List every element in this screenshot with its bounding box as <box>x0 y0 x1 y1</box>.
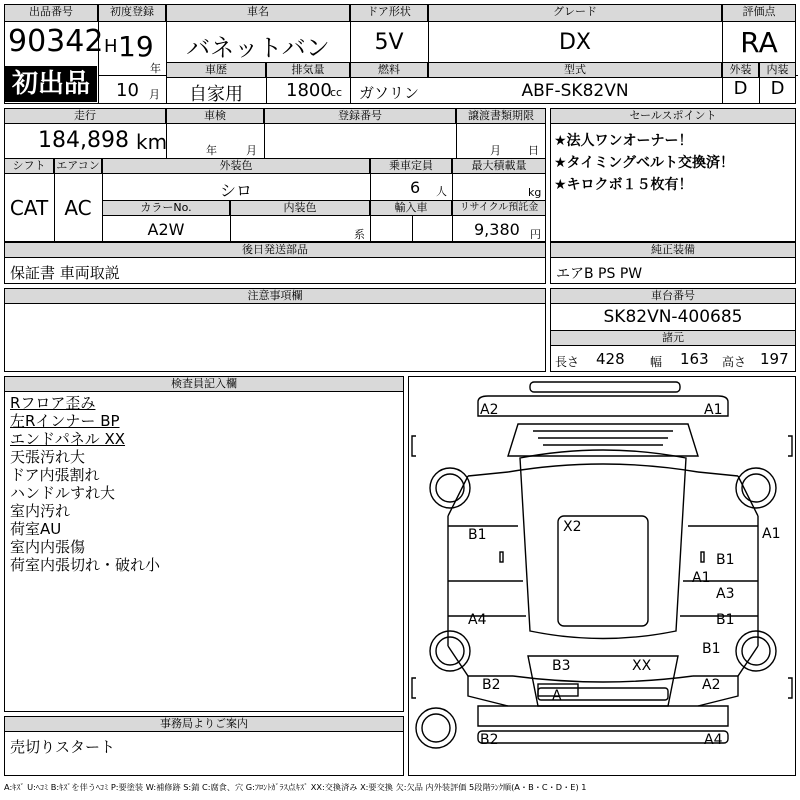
notes-label: 注意事項欄 <box>4 288 546 304</box>
score: RA <box>740 26 778 59</box>
width-label: 幅 <box>650 355 663 369</box>
max-load-label: 最大積載量 <box>452 158 546 174</box>
color-no: A2W <box>147 220 185 239</box>
ext-color-label: 外装色 <box>102 158 370 174</box>
inspector-label: 検査員記入欄 <box>4 376 404 392</box>
score-label: 評価点 <box>722 4 796 22</box>
height-label: 高さ <box>722 355 747 369</box>
inspection-month-unit: 月 <box>246 144 257 157</box>
grade: DX <box>558 30 591 55</box>
mark-b2-bottom: B2 <box>480 732 499 748</box>
door-type: 5V <box>374 30 404 55</box>
displacement: 1800 <box>286 80 332 101</box>
legend: A:ｷｽﾞ U:ﾍｺﾐ B:ｷｽﾞを伴うﾍｺﾐ P:要塗装 W:補修跡 S:錆 C:腐食、穴 G:ﾌﾛﾝﾄｶﾞﾗｽ点ｷｽﾞ XX:交換済み X:要交換 欠:欠品 内外装評価 5段階ﾗﾝｸ順(A・B・C・D・E) 1 <box>4 782 587 792</box>
later-parts-label: 後日発送部品 <box>4 242 546 258</box>
displacement-label: 排気量 <box>266 62 350 78</box>
sales-point-1: ★法人ワンオーナー！ <box>554 133 693 149</box>
inspector-line: ハンドルすれ大 <box>10 484 116 502</box>
mark-b1-right-low: B1 <box>716 612 735 628</box>
inspector-line: 天張汚れ大 <box>10 448 86 466</box>
inspector-lines <box>10 394 160 574</box>
mark-b1-left-front: B1 <box>468 527 487 543</box>
lot-number: 90342 <box>8 24 104 59</box>
grade-label: グレード <box>428 4 722 22</box>
max-load-unit: kg <box>528 186 542 199</box>
int-color-unit: 系 <box>354 228 365 241</box>
mileage-label: 走行 <box>4 108 166 124</box>
shift: CAT <box>9 196 49 220</box>
mark-b2-left: B2 <box>482 677 501 693</box>
width: 163 <box>680 350 709 368</box>
aircon-label: エアコン <box>54 158 102 174</box>
transfer-month-unit: 月 <box>490 144 501 157</box>
car-name: バネットバン <box>186 34 330 62</box>
ext-color: シロ <box>219 181 252 200</box>
exterior-label: 外装 <box>722 62 759 78</box>
interior-score: D <box>770 78 785 99</box>
dimensions-label: 諸元 <box>550 330 796 346</box>
inspection-label: 車検 <box>166 108 264 124</box>
genuine: エアB PS PW <box>556 266 643 282</box>
mileage-unit: km <box>136 130 168 154</box>
first-reg-month-unit: 月 <box>149 88 160 101</box>
length: 428 <box>596 350 625 368</box>
import-label: 輸入車 <box>370 200 452 216</box>
vehicle-diagram <box>408 376 796 776</box>
history-label: 車歴 <box>166 62 266 78</box>
transfer-day-unit: 日 <box>528 144 539 157</box>
car-name-label: 車名 <box>166 4 350 22</box>
capacity-label: 乗車定員 <box>370 158 452 174</box>
aircon: AC <box>64 196 92 220</box>
first-reg-year: 19 <box>118 30 154 63</box>
sales-points-label: セールスポイント <box>550 108 796 124</box>
mileage: 184,898 <box>38 128 129 153</box>
office-label: 事務局よりご案内 <box>4 716 404 732</box>
first-listing-badge: 初出品 <box>5 66 97 102</box>
inspector-line: 室内汚れ <box>10 502 71 520</box>
mark-a1-right-front: A1 <box>762 526 781 542</box>
fuel-label: 燃料 <box>350 62 428 78</box>
recycle: 9,380 <box>474 220 520 239</box>
interior-label: 内装 <box>759 62 796 78</box>
inspection-year-unit: 年 <box>206 144 217 157</box>
inspector-line: 荷室AU <box>10 520 62 538</box>
first-reg-month: 10 <box>116 80 139 101</box>
history: 自家用 <box>189 84 243 105</box>
mark-a1-front: A1 <box>704 402 723 418</box>
int-color-label: 内装色 <box>230 200 370 216</box>
model-label: 型式 <box>428 62 722 78</box>
sales-point-2: ★タイミングベルト交換済！ <box>554 155 734 171</box>
first-reg-year-unit: 年 <box>150 62 161 75</box>
first-reg-label: 初度登録 <box>98 4 166 22</box>
inspector-line: 室内内張傷 <box>10 538 86 556</box>
mark-a3: A3 <box>716 586 735 602</box>
inspector-line: 左Rインナー BP <box>10 412 120 430</box>
model: ABF-SK82VN <box>521 81 629 101</box>
sales-point-3: ★キロクボ１５枚有！ <box>554 177 693 193</box>
capacity: 6 <box>410 178 421 197</box>
recycle-label: リサイクル預託金 <box>452 200 546 216</box>
recycle-unit: 円 <box>530 228 541 241</box>
mark-b3: B3 <box>552 658 571 674</box>
chassis-number: SK82VN-400685 <box>603 307 743 327</box>
displacement-unit: cc <box>330 86 343 99</box>
color-no-label: カラーNo. <box>102 200 230 216</box>
mark-a4-bottom: A4 <box>704 732 723 748</box>
chassis-label: 車台番号 <box>550 288 796 304</box>
mark-b1-right-rear: B1 <box>702 641 721 657</box>
mark-a2-front: A2 <box>480 402 499 418</box>
shift-label: シフト <box>4 158 54 174</box>
mark-a1-right-mid: A1 <box>692 570 711 586</box>
first-reg-era: H <box>104 36 118 57</box>
fuel: ガソリン <box>358 84 419 102</box>
door-label: ドア形状 <box>350 4 428 22</box>
exterior-score: D <box>733 78 748 99</box>
lot-label: 出品番号 <box>4 4 98 22</box>
inspector-line: ドア内張割れ <box>10 466 100 484</box>
mark-x2: X2 <box>563 519 582 535</box>
reg-no-label: 登録番号 <box>264 108 456 124</box>
mark-b1-right-mid: B1 <box>716 552 735 568</box>
inspector-line: エンドパネル XX <box>10 430 126 448</box>
inspector-line: Rフロア歪み <box>10 394 96 412</box>
capacity-unit: 人 <box>436 185 447 198</box>
office-message: 売切りスタート <box>10 738 116 756</box>
transfer-label: 譲渡書類期限 <box>456 108 546 124</box>
mark-a-rear: A <box>552 688 562 704</box>
mark-a2-right: A2 <box>702 677 721 693</box>
mark-a4-left: A4 <box>468 612 487 628</box>
inspector-line: 荷室内張切れ・破れ小 <box>10 556 161 574</box>
later-parts: 保証書 車両取説 <box>10 264 120 282</box>
height: 197 <box>760 350 789 368</box>
genuine-label: 純正装備 <box>550 242 796 258</box>
mark-xx: XX <box>632 658 652 674</box>
length-label: 長さ <box>555 355 580 369</box>
